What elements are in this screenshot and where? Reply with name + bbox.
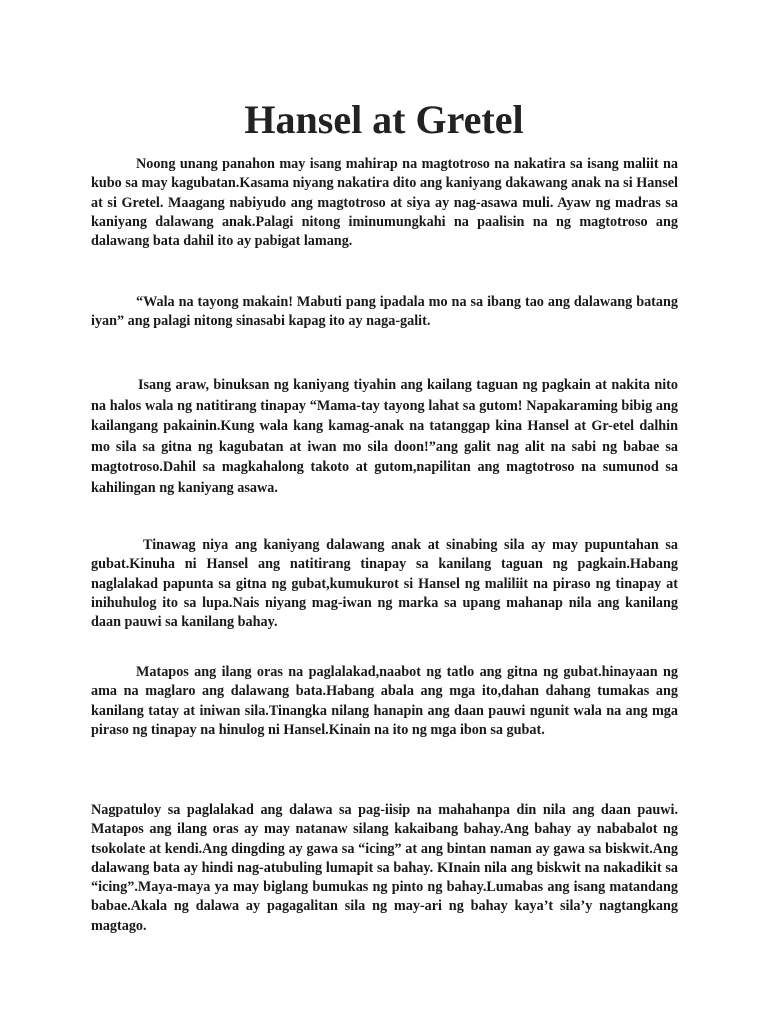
paragraph-6: Nagpatuloy sa paglalakad ang dalawa sa pag-iisip na mahahanpa din nila ang daan pauwi. Matapos ang ilang oras ay may natanaw silang kakaibang bahay.Ang bahay ay nababalot ng tsokolate at kendi.Ang dingding ay gawa sa “icing” at ang bintan naman ay gawa sa biskwit.Ang dalawang bata ay hindi nag-atubuling lumapit sa bahay. KInain nila ang biskwit na nakadikit sa “icing”.Maya-maya ya may biglang bumukas ng pinto ng bahay.Lumabas ang isang matandang babae.Akala ng dalawa ay pagagalitan sila ng may-ari ng bahay kaya’t sila’y nagtangkang magtago. [91,802,678,934]
paragraph-4: Tinawag niya ang kaniyang dalawang anak at sinabing sila ay may pupuntahan sa gubat.Kinuha ni Hansel ang natitirang tinapay sa kanilang taguan ng pagkain.Habang naglalakad papunta sa gitna ng gubat,kumukurot si Hansel ng maliliit na piraso ng tinapay at inihuhulog ito sa lupa.Nais niyang mag-iwan ng marka sa upang mahanap nila ang kanilang daan pauwi sa kanilang bahay. [91,537,678,631]
paragraph-5: Matapos ang ilang oras na paglalakad,naabot ng tatlo ang gitna ng gubat.hinayaan ng ama na maglaro ang dalawang bata.Habang abala ang mga ito,dahan dahang tumakas ang kanilang tatay at iniwan sila.Tinangka nilang hanapin ang daan pauwi ngunit wala na ang mga piraso ng tinapay na hinulog ni Hansel.Kinain na ito ng mga ibon sa gubat. [91,664,678,738]
paragraph-3: Isang araw, binuksan ng kaniyang tiyahin ang kailang taguan ng pagkain at nakita nito na halos wala ng natitirang tinapay “Mama-tay tayong lahat sa gutom! Napakaraming bibig ang kailangang pakainin.Kung wala kang kamag-anak na tatanggap kina Hansel at Gr-etel dalhin mo sila sa gitna ng kagubatan at iwan mo sila doon!”ang galit nag alit na sabi ng babae sa magtotroso.Dahil sa magkahalong takoto at gutom,napilitan ang magtotroso na sumunod sa kahilingan ng kaniyang asawa. [91,377,678,496]
paragraph-2: “Wala na tayong makain! Mabuti pang ipadala mo na sa ibang tao ang dalawang batang iyan” ang palagi nitong sinasabi kapag ito ay naga-galit. [91,294,678,330]
document-title: Hansel at Gretel [244,97,524,142]
paragraph-1: Noong unang panahon may isang mahirap na magtotroso na nakatira sa isang maliit na kubo sa may kagubatan.Kasama niyang nakatira dito ang kaniyang dakawang anak na si Hansel at si Gretel. Maagang nabiyudo ang magtotroso at siya ay nag-asawa muli. Ayaw ng madras sa kaniyang dalawang anak.Palagi nitong iminumungkahi na paalisin na ng magtotroso ang dalawang bata dahil ito ay pabigat lamang. [91,156,678,250]
